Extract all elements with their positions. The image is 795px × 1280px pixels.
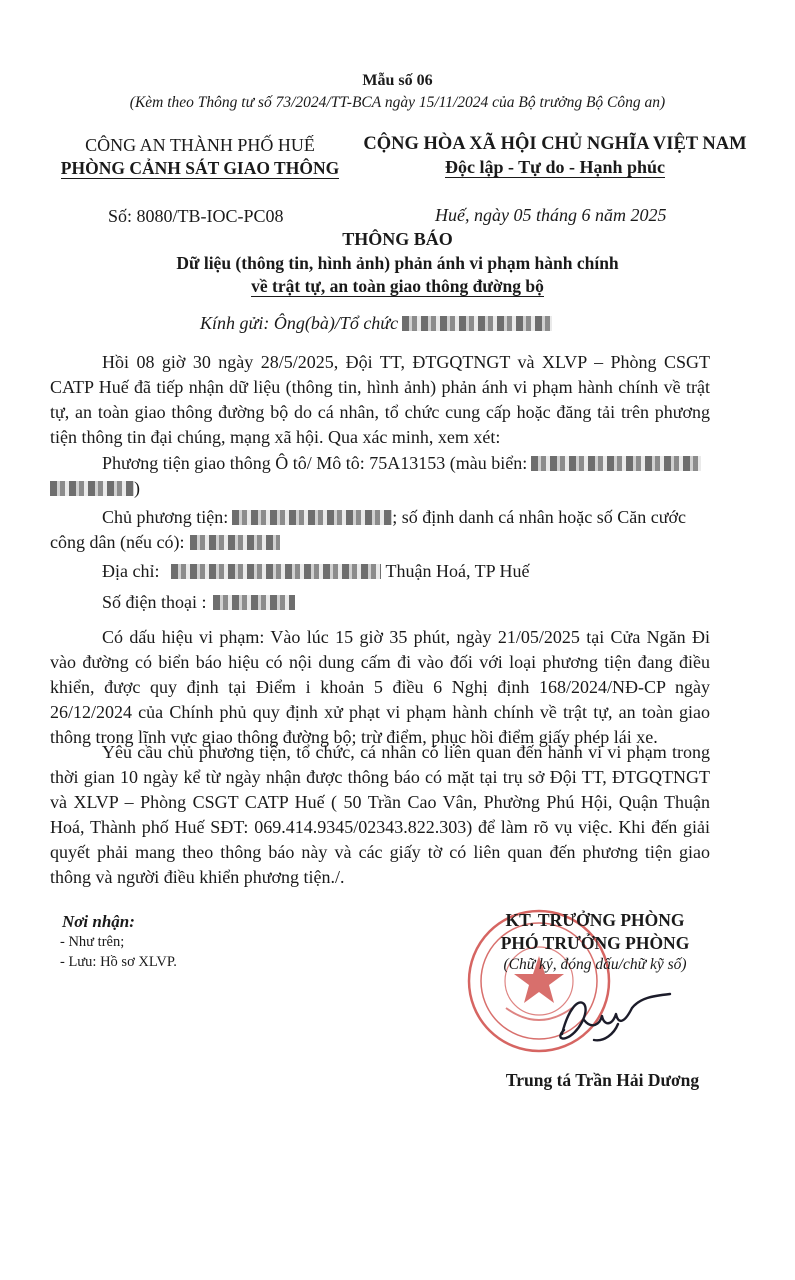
request-paragraph: Yêu cầu chủ phương tiện, tổ chức, cá nhân có liên quan đến hành vi vi phạm trong thời gian 10 ngày kể từ ngày nhận được thông báo có mặt tại trụ sở Đội TT, ĐTGQTNGT và XLVP – Phòng CSGT CATP Huế ( 50 Trần Cao Vân, Phường Phú Hội, Quận Thuận Hoá, Thành phố Huế SĐT: 069.414.9345/02343.822.303) để làm rõ vụ việc. Khi đến giải quyết phải mang theo thông báo này và các giấy tờ có liên quan đến phương tiện giao thông và người điều khiển phương tiện./. (50, 742, 710, 887)
signer-name: Trung tá Trần Hải Dương (505, 1070, 700, 1090)
form-number: Mẫu số 06 (362, 72, 433, 89)
document-title: THÔNG BÁO (342, 229, 453, 249)
intro-paragraph: Hồi 08 giờ 30 ngày 28/5/2025, Đội TT, ĐTGQTNGT và XLVP – Phòng CSGT CATP Huế đã tiếp nhận dữ liệu (thông tin, hình ảnh) phản ánh vi phạm hành chính về trật tự, an toàn giao thông đường bộ do cá nhân, tổ chức cung cấp hoặc đăng tải trên phương tiện thông tin đại chúng, mạng xã hội. Qua xác minh, xem xét: (50, 352, 710, 447)
violation-paragraph: Có dấu hiệu vi phạm: Vào lúc 15 giờ 35 phút, ngày 21/05/2025 tại Cửa Ngăn Đi vào đường có biển báo hiệu có nội dung cấm đi vào đối với loại phương tiện đang điều khiển, được quy định tại Điểm i khoản 5 điều 6 Nghị định 168/2024/NĐ-CP ngày 26/12/2024 của Chính phủ quy định xử phạt vi phạm hành chính về trật tự, an toàn giao thông trong lĩnh vực giao thông đường bộ; trừ điểm, phục hồi điểm giấy phép lái xe. (50, 627, 710, 747)
vehicle-label: Phương tiện giao thông Ô tô/ Mô tô: 75A13153 (màu biển: (102, 453, 528, 473)
phone-line (102, 590, 295, 615)
signature-title-1: KT. TRƯỞNG PHÒNG (505, 910, 685, 930)
place-date: Huế, ngày 05 tháng 6 năm 2025 (435, 205, 667, 225)
redacted-phone (213, 595, 295, 610)
owner-line-2 (50, 530, 280, 555)
recipient-item: - Như trên; (60, 934, 125, 950)
phone-label: Số điện thoại : (102, 592, 207, 612)
owner-line (102, 505, 686, 530)
national-motto: Độc lập - Tự do - Hạnh phúc (444, 157, 666, 177)
address-line (102, 559, 529, 584)
agency-name: CÔNG AN THÀNH PHỐ HUẾ (85, 135, 315, 155)
recipient-label: Kính gửi: Ông(bà)/Tổ chức (200, 313, 399, 333)
address-suffix: Thuận Hoá, TP Huế (385, 561, 530, 581)
document-subtitle-1: Dữ liệu (thông tin, hình ảnh) phản ánh vi phạm hành chính (176, 253, 619, 273)
recipient-line (200, 311, 552, 336)
redacted-plate-color-2 (50, 481, 134, 496)
document-subtitle-2: về trật tự, an toàn giao thông đường bộ (251, 276, 544, 296)
vehicle-line (102, 451, 701, 476)
owner-id-label-2: công dân (nếu có): (50, 532, 185, 552)
signature-note: (Chữ ký, đóng dấu/chữ kỹ số) (503, 956, 687, 973)
recipients-title: Nơi nhận: (62, 912, 135, 931)
redacted-address (171, 564, 381, 579)
redacted-recipient (402, 316, 552, 331)
address-label: Địa chỉ: (102, 561, 160, 581)
document-number: Số: 8080/TB-IOC-PC08 (108, 206, 284, 226)
owner-id-label: ; số định danh cá nhân hoặc số Căn cước (392, 507, 686, 527)
redacted-id (190, 535, 280, 550)
form-reference: (Kèm theo Thông tư số 73/2024/TT-BCA ngày 15/11/2024 của Bộ trưởng Bộ Công an) (129, 94, 666, 111)
signature-title-2: PHÓ TRƯỞNG PHÒNG (500, 933, 690, 953)
vehicle-line-2 (50, 476, 140, 501)
department-name: PHÒNG CẢNH SÁT GIAO THÔNG (60, 158, 340, 178)
country-name: CỘNG HÒA XÃ HỘI CHỦ NGHĨA VIỆT NAM (363, 134, 747, 154)
vehicle-close: ) (134, 478, 140, 498)
recipient-item: - Lưu: Hồ sơ XLVP. (60, 954, 177, 970)
handwritten-signature (548, 990, 688, 1050)
owner-label: Chủ phương tiện: (102, 507, 229, 527)
redacted-plate-color (531, 456, 701, 471)
redacted-owner (232, 510, 392, 525)
